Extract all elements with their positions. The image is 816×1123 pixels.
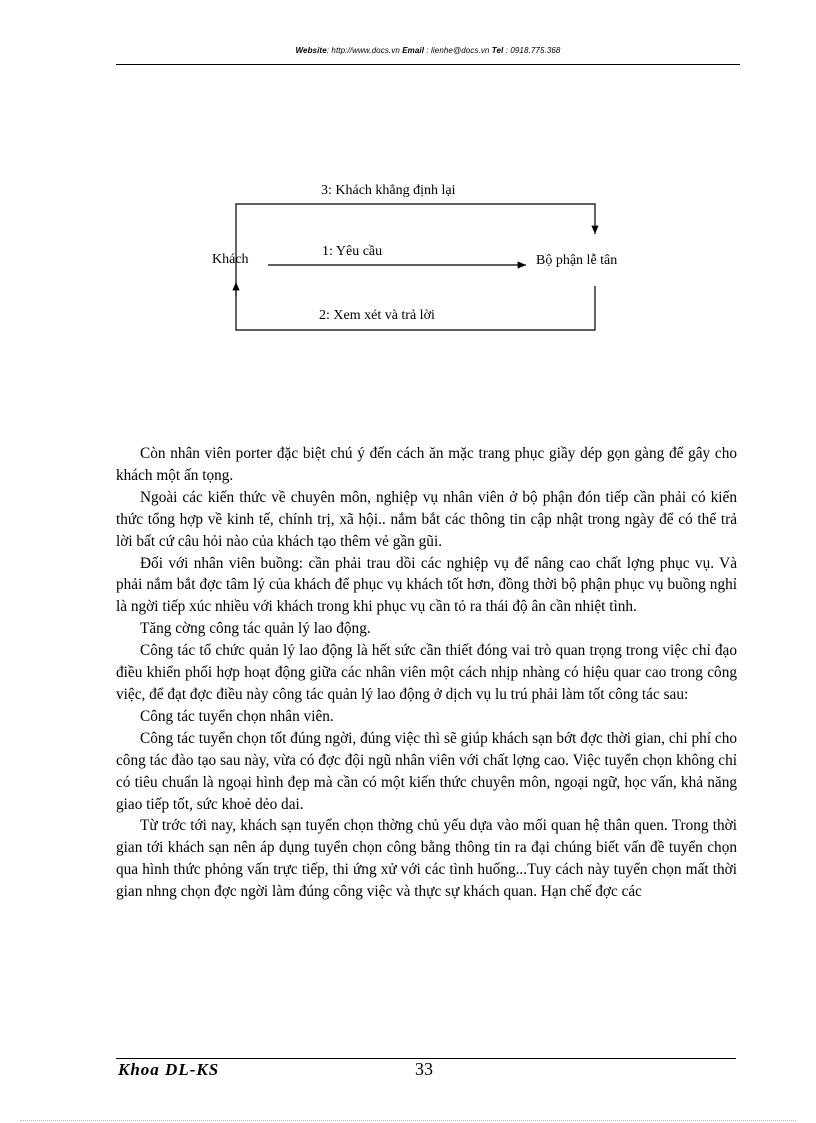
step1-label: 1: Yêu cầu (322, 244, 383, 259)
page-number: 33 (415, 1059, 433, 1079)
email-value: : lienhe@docs.vn (424, 46, 492, 55)
paragraph: Công tác tuyển chọn nhân viên. (140, 707, 334, 725)
paragraph: Công tác tổ chức quản lý lao động là hết sức cần thiết đóng vai trò quan trọng trong việc chỉ đạo điều khiển phối hợp hoạt động giữa các nhân viên một cách nhịp nhàng có hiệu quar cao trong công việc, để đạt đợc điều này công tác quản lý lao động ở dịch vụ lu trú phải làm tốt công tác sau: (116, 642, 737, 703)
bottom-dotted-border (20, 1120, 796, 1121)
footer-department: Khoa DL-KS (118, 1060, 220, 1079)
paragraph: Ngoài các kiến thức về chuyên môn, nghiệp vụ nhân viên ở bộ phận đón tiếp cần phải có kiến thức tổng hợp về kinh tế, chính trị, xã hội.. nắm bắt các thông tin cập nhật trong ngày để có thể trả lời bất cứ câu hỏi nào của khách tạo thêm vẻ gần gũi. (116, 488, 737, 550)
paragraph: Tăng cờng công tác quản lý lao động. (140, 620, 371, 638)
phone-value: : 0918.775.368 (503, 46, 561, 55)
step3-label: 3: Khách khẳng định lại (321, 183, 456, 198)
paragraph: Đối với nhân viên buồng: cần phải trau dồi các nghiệp vụ để nâng cao chất lợng phục vụ. Và phải nắm bắt đợc tâm lý của khách để phục vụ khách tốt hơn, đồng thời bộ phận phục vụ buồng nghỉ là ngời tiếp xúc nhiều với khách trong khi phục vụ cần tỏ ra thái độ ân cần nhiệt tình. (116, 554, 737, 616)
reception-node: Bộ phận lễ tân (536, 253, 618, 268)
page-header (116, 46, 740, 55)
paragraph: Công tác tuyển chọn tốt đúng ngời, đúng việc thì sẽ giúp khách sạn bớt đợc thời gian, chi phí cho công tác đào tạo sau này, vừa có đợc đội ngũ nhân viên với chất lợng cao. Việc tuyển chọn không chỉ có tiêu chuẩn là ngoại hình đẹp mà cần có một kiến thức chuyên môn, ngoại ngữ, học vấn, khả năng giao tiếp tốt, sức khoẻ dẻo dai. (116, 729, 737, 813)
website-value: : http://www.docs.vn (326, 46, 403, 55)
header-divider (116, 64, 740, 65)
website-label: Website (295, 46, 327, 55)
customer-node: Khách (212, 252, 249, 267)
email-label: Email (402, 46, 425, 55)
step2-label: 2: Xem xét và trả lời (319, 308, 435, 323)
phone-label: Tel (491, 46, 504, 55)
step3-arrow (236, 204, 595, 296)
paragraph: Từ trớc tới nay, khách sạn tuyển chọn thờng chủ yếu dựa vào mối quan hệ thân quen. Trong thời gian tới khách sạn nên áp dụng tuyển chọn công bằng thông tin ra đại chúng biết vấn đề tuyển chọn qua hình thức phỏng vấn trực tiếp, thi ứng xử với các tình huống...Tuy cách này tuyển chọn mất thời gian nhng chọn đợc ngời làm đúng công việc và thực sự khách quan. Hạn chế đợc các (116, 817, 737, 901)
paragraph: Còn nhân viên porter đặc biệt chú ý đến cách ăn mặc trang phục giầy dép gọn gàng để gây cho khách một ấn tọng. (116, 445, 737, 484)
reservation-flow-diagram (200, 176, 660, 346)
body-text (116, 443, 737, 903)
